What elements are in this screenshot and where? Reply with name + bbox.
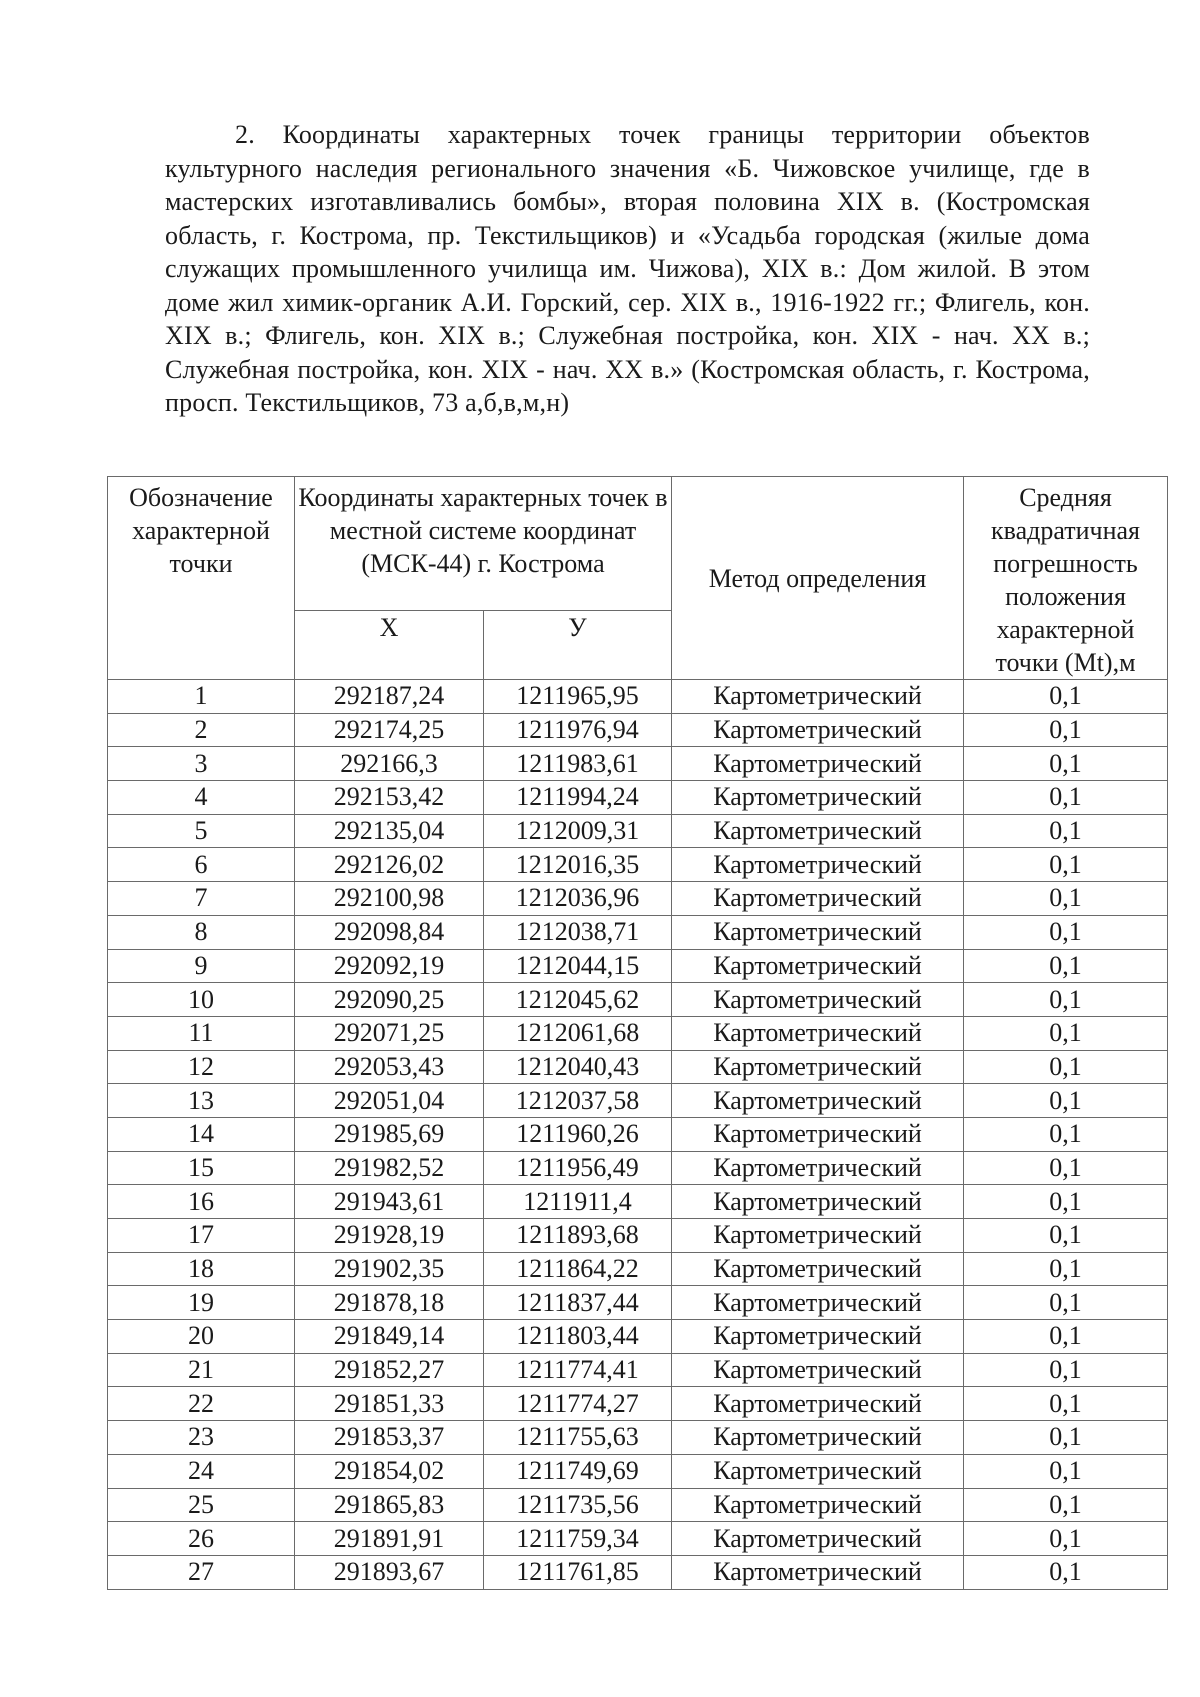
table-row bbox=[108, 983, 1168, 1017]
cell-point-number: 24 bbox=[108, 1454, 295, 1488]
table-row bbox=[108, 1151, 1168, 1185]
cell-y: 1212016,35 bbox=[484, 848, 672, 882]
cell-point-number: 12 bbox=[108, 1050, 295, 1084]
cell-y: 1211803,44 bbox=[484, 1320, 672, 1354]
cell-x: 292100,98 bbox=[295, 882, 484, 916]
cell-error: 0,1 bbox=[964, 1252, 1168, 1286]
cell-x: 291854,02 bbox=[295, 1454, 484, 1488]
cell-error: 0,1 bbox=[964, 1084, 1168, 1118]
cell-point-number: 15 bbox=[108, 1151, 295, 1185]
cell-y: 1212061,68 bbox=[484, 1016, 672, 1050]
table-row bbox=[108, 1488, 1168, 1522]
table-row bbox=[108, 1555, 1168, 1589]
cell-error: 0,1 bbox=[964, 781, 1168, 815]
cell-y: 1211983,61 bbox=[484, 747, 672, 781]
cell-method: Картометрический bbox=[672, 983, 964, 1017]
cell-point-number: 21 bbox=[108, 1353, 295, 1387]
cell-point-number: 20 bbox=[108, 1320, 295, 1354]
cell-point-number: 4 bbox=[108, 781, 295, 815]
cell-y: 1211735,56 bbox=[484, 1488, 672, 1522]
table-row bbox=[108, 1286, 1168, 1320]
cell-y: 1211761,85 bbox=[484, 1555, 672, 1589]
table-row bbox=[108, 1016, 1168, 1050]
cell-y: 1211893,68 bbox=[484, 1219, 672, 1253]
cell-y: 1211774,41 bbox=[484, 1353, 672, 1387]
cell-x: 292153,42 bbox=[295, 781, 484, 815]
cell-y: 1212036,96 bbox=[484, 882, 672, 916]
cell-error: 0,1 bbox=[964, 1421, 1168, 1455]
table-row bbox=[108, 1185, 1168, 1219]
cell-y: 1212037,58 bbox=[484, 1084, 672, 1118]
cell-point-number: 2 bbox=[108, 713, 295, 747]
cell-method: Картометрический bbox=[672, 1353, 964, 1387]
cell-error: 0,1 bbox=[964, 1219, 1168, 1253]
cell-method: Картометрический bbox=[672, 1252, 964, 1286]
table-row bbox=[108, 814, 1168, 848]
cell-method: Картометрический bbox=[672, 1016, 964, 1050]
header-x: Х bbox=[295, 611, 484, 680]
cell-method: Картометрический bbox=[672, 747, 964, 781]
cell-x: 291849,14 bbox=[295, 1320, 484, 1354]
cell-error: 0,1 bbox=[964, 713, 1168, 747]
cell-point-number: 23 bbox=[108, 1421, 295, 1455]
cell-method: Картометрический bbox=[672, 1454, 964, 1488]
table-row bbox=[108, 1050, 1168, 1084]
cell-point-number: 7 bbox=[108, 882, 295, 916]
table-row bbox=[108, 1320, 1168, 1354]
cell-point-number: 10 bbox=[108, 983, 295, 1017]
cell-point-number: 27 bbox=[108, 1555, 295, 1589]
cell-point-number: 6 bbox=[108, 848, 295, 882]
cell-method: Картометрический bbox=[672, 814, 964, 848]
cell-y: 1211755,63 bbox=[484, 1421, 672, 1455]
cell-point-number: 13 bbox=[108, 1084, 295, 1118]
cell-y: 1211864,22 bbox=[484, 1252, 672, 1286]
cell-x: 292071,25 bbox=[295, 1016, 484, 1050]
table-body bbox=[108, 680, 1168, 1590]
cell-point-number: 14 bbox=[108, 1117, 295, 1151]
cell-y: 1212038,71 bbox=[484, 915, 672, 949]
table-row bbox=[108, 848, 1168, 882]
table-row bbox=[108, 1387, 1168, 1421]
table-row bbox=[108, 1421, 1168, 1455]
cell-x: 291985,69 bbox=[295, 1117, 484, 1151]
cell-method: Картометрический bbox=[672, 1555, 964, 1589]
header-coordinates: Координаты характерных точек в местной системе координат (МСК-44) г. Кострома bbox=[295, 477, 672, 611]
cell-y: 1211911,4 bbox=[484, 1185, 672, 1219]
cell-x: 291902,35 bbox=[295, 1252, 484, 1286]
cell-y: 1211774,27 bbox=[484, 1387, 672, 1421]
table-row bbox=[108, 1084, 1168, 1118]
cell-error: 0,1 bbox=[964, 1320, 1168, 1354]
cell-error: 0,1 bbox=[964, 848, 1168, 882]
table-row bbox=[108, 680, 1168, 714]
cell-x: 291865,83 bbox=[295, 1488, 484, 1522]
cell-error: 0,1 bbox=[964, 983, 1168, 1017]
table-row bbox=[108, 1252, 1168, 1286]
cell-x: 291943,61 bbox=[295, 1185, 484, 1219]
cell-method: Картометрический bbox=[672, 949, 964, 983]
cell-method: Картометрический bbox=[672, 848, 964, 882]
cell-point-number: 1 bbox=[108, 680, 295, 714]
table-row bbox=[108, 915, 1168, 949]
cell-y: 1211749,69 bbox=[484, 1454, 672, 1488]
coordinates-table bbox=[107, 476, 1168, 1590]
cell-point-number: 5 bbox=[108, 814, 295, 848]
cell-x: 292166,3 bbox=[295, 747, 484, 781]
cell-point-number: 16 bbox=[108, 1185, 295, 1219]
cell-method: Картометрический bbox=[672, 680, 964, 714]
cell-x: 291853,37 bbox=[295, 1421, 484, 1455]
cell-method: Картометрический bbox=[672, 1286, 964, 1320]
header-point-designation: Обозначение характерной точки bbox=[108, 477, 295, 680]
cell-x: 292098,84 bbox=[295, 915, 484, 949]
cell-point-number: 25 bbox=[108, 1488, 295, 1522]
cell-x: 292135,04 bbox=[295, 814, 484, 848]
cell-point-number: 26 bbox=[108, 1522, 295, 1556]
cell-y: 1212009,31 bbox=[484, 814, 672, 848]
table-row bbox=[108, 747, 1168, 781]
table-row bbox=[108, 1454, 1168, 1488]
cell-method: Картометрический bbox=[672, 1219, 964, 1253]
cell-x: 292187,24 bbox=[295, 680, 484, 714]
table-row bbox=[108, 713, 1168, 747]
cell-method: Картометрический bbox=[672, 915, 964, 949]
cell-y: 1211976,94 bbox=[484, 713, 672, 747]
cell-method: Картометрический bbox=[672, 1522, 964, 1556]
cell-method: Картометрический bbox=[672, 1151, 964, 1185]
cell-error: 0,1 bbox=[964, 814, 1168, 848]
cell-error: 0,1 bbox=[964, 1050, 1168, 1084]
cell-error: 0,1 bbox=[964, 1151, 1168, 1185]
cell-error: 0,1 bbox=[964, 1185, 1168, 1219]
table-row bbox=[108, 781, 1168, 815]
cell-method: Картометрический bbox=[672, 1050, 964, 1084]
cell-point-number: 22 bbox=[108, 1387, 295, 1421]
cell-x: 292053,43 bbox=[295, 1050, 484, 1084]
cell-method: Картометрический bbox=[672, 1084, 964, 1118]
cell-y: 1212044,15 bbox=[484, 949, 672, 983]
cell-x: 291982,52 bbox=[295, 1151, 484, 1185]
cell-error: 0,1 bbox=[964, 1286, 1168, 1320]
cell-method: Картометрический bbox=[672, 713, 964, 747]
header-error: Средняя квадратичная погрешность положения характерной точки (Mt),м bbox=[964, 477, 1168, 680]
table-header bbox=[108, 477, 1168, 680]
cell-method: Картометрический bbox=[672, 1488, 964, 1522]
cell-error: 0,1 bbox=[964, 1488, 1168, 1522]
cell-y: 1211759,34 bbox=[484, 1522, 672, 1556]
table-row bbox=[108, 1353, 1168, 1387]
cell-method: Картометрический bbox=[672, 1387, 964, 1421]
cell-point-number: 9 bbox=[108, 949, 295, 983]
cell-point-number: 18 bbox=[108, 1252, 295, 1286]
cell-y: 1211837,44 bbox=[484, 1286, 672, 1320]
cell-error: 0,1 bbox=[964, 1454, 1168, 1488]
cell-x: 292126,02 bbox=[295, 848, 484, 882]
cell-y: 1211956,49 bbox=[484, 1151, 672, 1185]
cell-method: Картометрический bbox=[672, 1320, 964, 1354]
cell-point-number: 19 bbox=[108, 1286, 295, 1320]
cell-error: 0,1 bbox=[964, 1555, 1168, 1589]
cell-y: 1212045,62 bbox=[484, 983, 672, 1017]
cell-method: Картометрический bbox=[672, 882, 964, 916]
cell-error: 0,1 bbox=[964, 882, 1168, 916]
cell-x: 292051,04 bbox=[295, 1084, 484, 1118]
cell-error: 0,1 bbox=[964, 1387, 1168, 1421]
cell-error: 0,1 bbox=[964, 1117, 1168, 1151]
cell-error: 0,1 bbox=[964, 915, 1168, 949]
cell-method: Картометрический bbox=[672, 1185, 964, 1219]
table-row bbox=[108, 949, 1168, 983]
cell-y: 1211994,24 bbox=[484, 781, 672, 815]
cell-y: 1212040,43 bbox=[484, 1050, 672, 1084]
cell-x: 291878,18 bbox=[295, 1286, 484, 1320]
cell-x: 291891,91 bbox=[295, 1522, 484, 1556]
cell-x: 291928,19 bbox=[295, 1219, 484, 1253]
section-heading: 2. Координаты характерных точек границы территории объектов культурного наследия регионального значения «Б. Чижовское училище, где в мастерских изготавливались бомбы», вторая половина XIX в. (Костромская область, г. Кострома, пр. Текстильщиков) и «Усадьба городская (жилые дома служащих промышленного училища им. Чижова), XIX в.: Дом жилой. В этом доме жил химик-органик А.И. Горский, сер. XIX в., 1916-1922 гг.; Флигель, кон. XIX в.; Флигель, кон. XIX в.; Служебная постройка, кон. XIX - нач. XX в.; Служебная постройка, кон. XIX - нач. XX в.» (Костромская область, г. Кострома, просп. Текстильщиков, 73 а,б,в,м,н) bbox=[165, 120, 1090, 417]
header-method: Метод определения bbox=[672, 477, 964, 680]
cell-error: 0,1 bbox=[964, 1522, 1168, 1556]
cell-x: 292174,25 bbox=[295, 713, 484, 747]
cell-error: 0,1 bbox=[964, 747, 1168, 781]
cell-method: Картометрический bbox=[672, 781, 964, 815]
cell-method: Картометрический bbox=[672, 1421, 964, 1455]
cell-point-number: 3 bbox=[108, 747, 295, 781]
cell-x: 292090,25 bbox=[295, 983, 484, 1017]
cell-point-number: 8 bbox=[108, 915, 295, 949]
cell-error: 0,1 bbox=[964, 680, 1168, 714]
table-row bbox=[108, 1219, 1168, 1253]
table-row bbox=[108, 882, 1168, 916]
cell-y: 1211960,26 bbox=[484, 1117, 672, 1151]
cell-method: Картометрический bbox=[672, 1117, 964, 1151]
cell-x: 292092,19 bbox=[295, 949, 484, 983]
cell-x: 291852,27 bbox=[295, 1353, 484, 1387]
cell-x: 291851,33 bbox=[295, 1387, 484, 1421]
table-row bbox=[108, 1117, 1168, 1151]
header-y: У bbox=[484, 611, 672, 680]
cell-error: 0,1 bbox=[964, 1016, 1168, 1050]
cell-point-number: 11 bbox=[108, 1016, 295, 1050]
cell-point-number: 17 bbox=[108, 1219, 295, 1253]
cell-y: 1211965,95 bbox=[484, 680, 672, 714]
cell-error: 0,1 bbox=[964, 949, 1168, 983]
table-row bbox=[108, 1522, 1168, 1556]
cell-x: 291893,67 bbox=[295, 1555, 484, 1589]
cell-error: 0,1 bbox=[964, 1353, 1168, 1387]
